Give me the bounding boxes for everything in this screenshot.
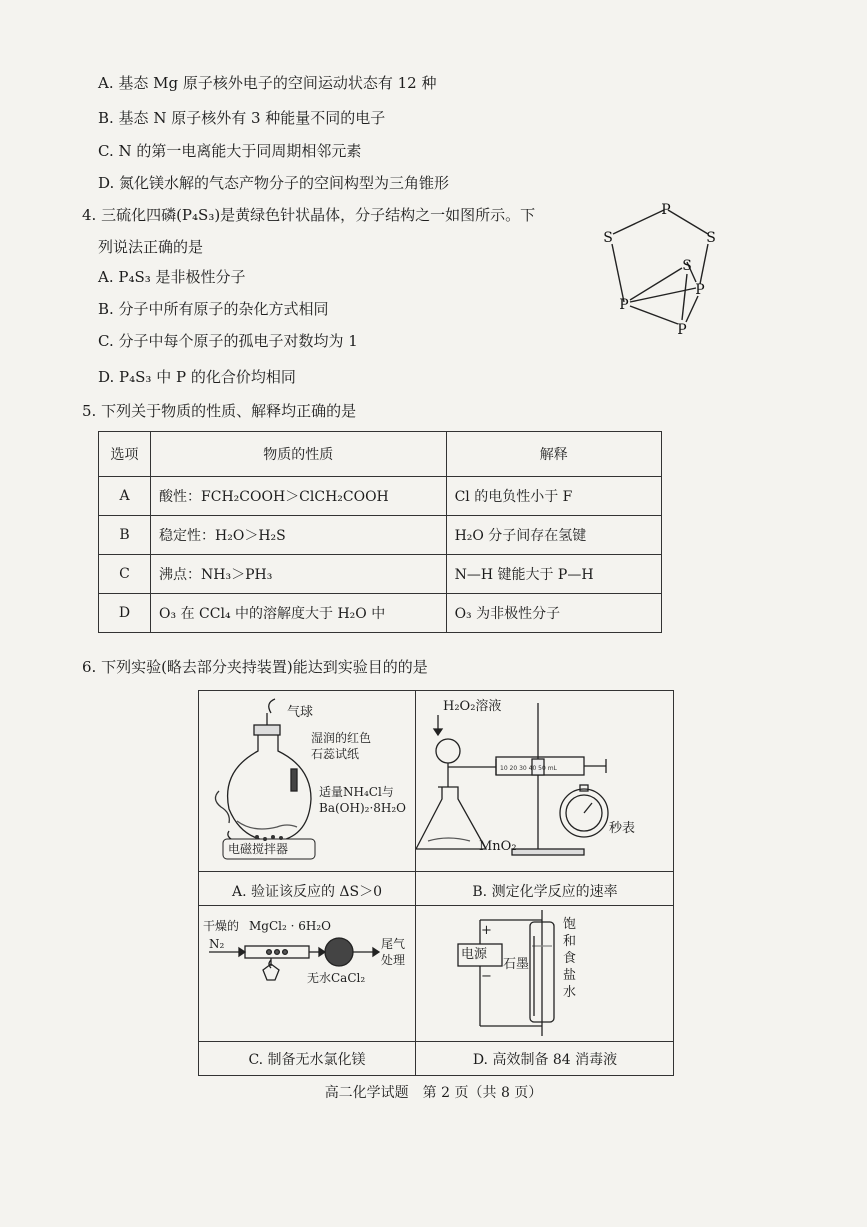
label-litmus-2: 石蕊试纸	[311, 747, 360, 761]
header-explain: 解释	[446, 432, 661, 477]
q4-option-a: A. P₄S₃ 是非极性分子	[98, 268, 246, 286]
row-option: C	[99, 555, 151, 594]
apparatus-b-drawing	[416, 691, 674, 871]
label-mno2: MnO₂	[479, 839, 517, 854]
label-mgcl2: MgCl₂ · 6H₂O	[249, 919, 331, 933]
label-cacl2: 无水CaCl₂	[307, 971, 366, 985]
label-litmus-1: 湿润的红色	[311, 731, 372, 745]
syringe-scale-label: 10 20 30 40 50 mL	[500, 765, 557, 772]
label-balloon: 气球	[287, 705, 314, 720]
atom-label: S	[706, 230, 716, 246]
table-row	[99, 555, 662, 594]
q4-option-c: C. 分子中每个原子的孤电子对数均为 1	[98, 332, 358, 350]
q3-option-d: D. 氮化镁水解的气态产物分子的空间构型为三角锥形	[98, 174, 450, 192]
p4s3-structure-diagram	[560, 196, 740, 346]
label-graphite: 石墨	[503, 957, 530, 972]
bleed-through-text	[520, 80, 521, 81]
label-dry: 干燥的	[203, 919, 240, 933]
q6-stem: 6. 下列实验(略去部分夹持装置)能达到实验目的的是	[82, 658, 428, 676]
atom-label: P	[677, 322, 687, 338]
label-reagent-2: Ba(OH)₂·8H₂O	[319, 801, 407, 815]
q6-apparatus-grid	[198, 690, 674, 1076]
page-footer: 高二化学试题 第 2 页（共 8 页）	[324, 1085, 543, 1101]
label-h2o2: H₂O₂溶液	[443, 699, 502, 714]
q4-stem-line-1: 4. 三硫化四磷(P₄S₃)是黄绿色针状晶体，分子结构之一如图所示。下	[82, 206, 536, 224]
atom-label: S	[682, 258, 692, 274]
grid-divider	[199, 871, 673, 872]
q5-stem: 5. 下列关于物质的性质、解释均正确的是	[82, 402, 357, 420]
table-row	[99, 594, 662, 633]
label-brine: 饱和食盐水	[563, 917, 577, 1000]
header-property: 物质的性质	[151, 432, 447, 477]
q3-option-a: A. 基态 Mg 原子核外电子的空间运动状态有 12 种	[98, 74, 437, 92]
caption-c: C. 制备无水氯化镁	[248, 1052, 366, 1068]
caption-d: D. 高效制备 84 消毒液	[472, 1052, 618, 1068]
row-explain: N—H 键能大于 P—H	[446, 555, 661, 594]
label-reagent-1: 适量NH₄Cl与	[319, 785, 394, 799]
q5-table	[98, 431, 662, 633]
label-stirrer: 电磁搅拌器	[228, 842, 289, 856]
apparatus-d-drawing	[416, 906, 674, 1041]
q3-option-b: B. 基态 N 原子核外有 3 种能量不同的电子	[98, 109, 386, 127]
q4-option-b: B. 分子中所有原子的杂化方式相同	[98, 300, 329, 318]
row-option: D	[99, 594, 151, 633]
caption-b: B. 测定化学反应的速率	[472, 884, 618, 900]
label-n2: N₂	[209, 937, 225, 951]
table-row	[99, 516, 662, 555]
row-option: B	[99, 516, 151, 555]
label-stopwatch: 秒表	[609, 821, 636, 836]
atom-label: P	[661, 202, 671, 218]
row-explain: H₂O 分子间存在氢键	[446, 516, 661, 555]
label-tail-1: 尾气	[381, 937, 406, 951]
row-property: 沸点：NH₃＞PH₃	[151, 555, 447, 594]
table-header-row	[99, 432, 662, 477]
row-property: O₃ 在 CCl₄ 中的溶解度大于 H₂O 中	[151, 594, 447, 633]
label-tail-2: 处理	[381, 953, 406, 967]
grid-divider	[199, 1041, 673, 1042]
row-explain: Cl 的电负性小于 F	[446, 477, 661, 516]
atom-label: P	[695, 282, 705, 298]
row-property: 酸性：FCH₂COOH＞ClCH₂COOH	[151, 477, 447, 516]
label-power: 电源	[461, 947, 488, 962]
atom-label: P	[619, 297, 629, 313]
row-property: 稳定性：H₂O＞H₂S	[151, 516, 447, 555]
atom-label: S	[603, 230, 613, 246]
label-plus: +	[481, 923, 492, 938]
q4-option-d: D. P₄S₃ 中 P 的化合价均相同	[98, 368, 296, 386]
q3-option-c: C. N 的第一电离能大于同周期相邻元素	[98, 142, 362, 160]
row-option: A	[99, 477, 151, 516]
q4-stem-line-2: 列说法正确的是	[98, 238, 204, 256]
header-option: 选项	[99, 432, 151, 477]
caption-a: A. 验证该反应的 ΔS＞0	[231, 884, 383, 900]
row-explain: O₃ 为非极性分子	[446, 594, 661, 633]
label-minus: −	[481, 969, 492, 984]
table-row	[99, 477, 662, 516]
